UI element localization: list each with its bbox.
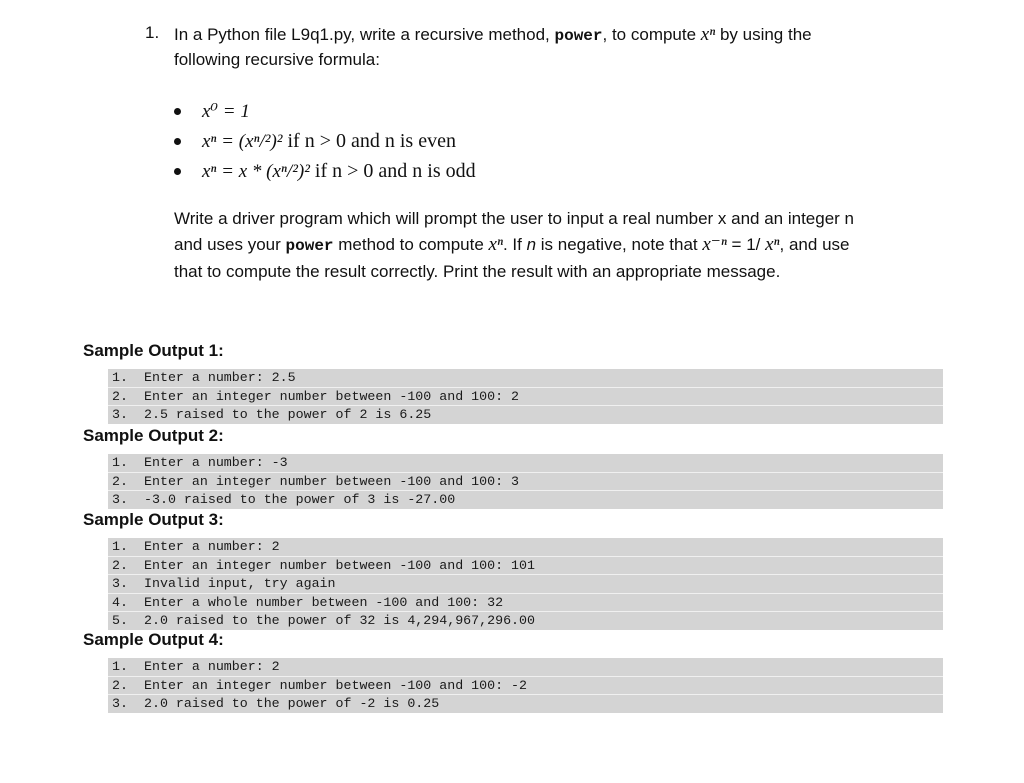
- sample-heading: Sample Output 4:: [83, 630, 224, 649]
- question-line-1: [174, 23, 812, 48]
- code-line: [108, 658, 943, 676]
- code-line: [108, 538, 943, 556]
- question-text-b: , to compute: [602, 25, 701, 44]
- code-line: [108, 574, 943, 593]
- code-line: [108, 387, 943, 406]
- math-x-n: xⁿ: [700, 24, 716, 45]
- driver-line-1: Write a driver program which will prompt the user to input a real number x and an integer n: [174, 209, 855, 228]
- code-line: [108, 593, 943, 612]
- code-block: [108, 454, 943, 509]
- line-number: 5.: [112, 613, 128, 628]
- code-text: 2.0 raised to the power of 32 is 4,294,967,296.00: [144, 613, 535, 628]
- code-text: Enter a number: -3: [144, 455, 288, 470]
- line-number: 2.: [112, 677, 128, 693]
- line-number: 3.: [112, 407, 128, 422]
- method-name: power: [285, 237, 334, 255]
- code-text: Invalid input, try again: [144, 576, 336, 591]
- formula-condition: if n > 0 and n is odd: [309, 160, 476, 182]
- question-line-2: following recursive formula:: [174, 50, 380, 69]
- sample-heading: Sample Output 2:: [83, 426, 224, 445]
- code-line: [108, 369, 943, 387]
- driver-text: . If: [502, 235, 527, 254]
- question-text-c: by using the: [715, 25, 812, 44]
- math-x-n: xⁿ: [488, 234, 503, 255]
- question-number: 1.: [145, 23, 160, 42]
- formula-list: [172, 96, 476, 186]
- code-text: 2.0 raised to the power of -2 is 0.25: [144, 696, 440, 711]
- line-number: 3.: [112, 576, 128, 591]
- bullet-icon: [174, 168, 181, 175]
- code-block: [108, 369, 943, 424]
- question-text-a: In a Python file L9q1.py, write a recursive method,: [174, 25, 555, 44]
- code-line: [108, 472, 943, 491]
- formula-condition: if n > 0 and n is even: [282, 130, 456, 152]
- code-line: [108, 694, 943, 713]
- math-n: n: [526, 235, 537, 254]
- bullet-icon: [174, 138, 181, 145]
- code-line: [108, 454, 943, 472]
- line-number: 1.: [112, 539, 128, 554]
- code-text: Enter a number: 2: [144, 539, 280, 554]
- line-number: 1.: [112, 659, 128, 674]
- code-text: Enter an integer number between -100 and 100: 2: [144, 388, 520, 404]
- formula-item: [172, 96, 476, 126]
- code-line: [108, 676, 943, 695]
- line-number: 2.: [112, 388, 128, 404]
- code-line: [108, 490, 943, 509]
- code-text: Enter an integer number between -100 and 100: -2: [144, 677, 528, 693]
- code-text: 2.5 raised to the power of 2 is 6.25: [144, 407, 432, 422]
- math-x-neg-n: x⁻ⁿ: [702, 234, 727, 255]
- code-line: [108, 611, 943, 630]
- formula-item: [172, 156, 476, 186]
- code-line: [108, 556, 943, 575]
- code-text: Enter a number: 2.5: [144, 370, 296, 385]
- driver-line-2: [174, 232, 944, 259]
- code-text: -3.0 raised to the power of 3 is -27.00: [144, 492, 456, 507]
- line-number: 2.: [112, 473, 128, 489]
- bullet-icon: [174, 108, 181, 115]
- code-block: [108, 658, 943, 713]
- line-number: 4.: [112, 594, 128, 610]
- driver-line-3: that to compute the result correctly. Print the result with an appropriate message.: [174, 262, 781, 281]
- method-name: power: [554, 27, 603, 45]
- driver-text: and uses your: [174, 235, 286, 254]
- code-text: Enter a number: 2: [144, 659, 280, 674]
- sample-heading: Sample Output 3:: [83, 510, 224, 529]
- line-number: 1.: [112, 370, 128, 385]
- driver-instructions: [174, 206, 944, 285]
- sample-heading: Sample Output 1:: [83, 341, 224, 360]
- formula-lhs: xⁿ = (xⁿ/²)²: [202, 131, 283, 152]
- line-number: 1.: [112, 455, 128, 470]
- code-line: [108, 405, 943, 424]
- math-x-n: xⁿ: [765, 234, 780, 255]
- formula-lhs: x⁰ = 1: [202, 101, 250, 122]
- code-text: Enter an integer number between -100 and 100: 3: [144, 473, 520, 489]
- driver-text: = 1/: [726, 235, 766, 254]
- code-block: [108, 538, 943, 630]
- driver-text: method to compute: [333, 235, 489, 254]
- code-text: Enter an integer number between -100 and 100: 101: [144, 557, 535, 573]
- line-number: 3.: [112, 696, 128, 711]
- formula-lhs: xⁿ = x * (xⁿ/²)²: [202, 161, 310, 182]
- line-number: 2.: [112, 557, 128, 573]
- driver-text: is negative, note that: [536, 235, 703, 254]
- code-text: Enter a whole number between -100 and 100: 32: [144, 594, 504, 610]
- line-number: 3.: [112, 492, 128, 507]
- driver-text: , and use: [779, 235, 850, 254]
- formula-item: [172, 126, 476, 156]
